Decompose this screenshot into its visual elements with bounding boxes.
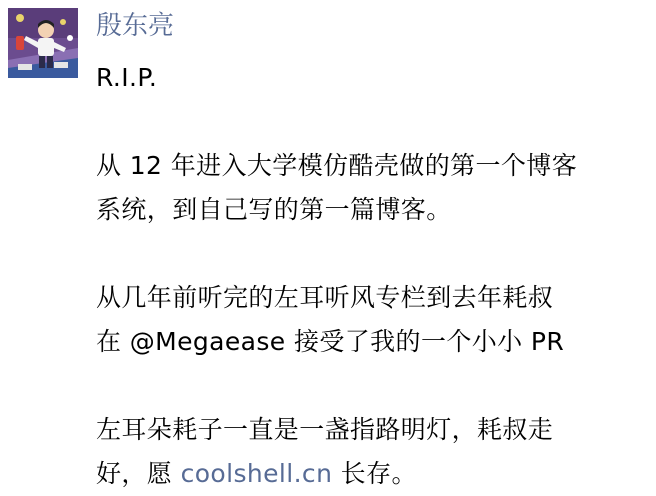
coolshell-link[interactable]: coolshell.cn	[180, 459, 333, 488]
post-line: 系统，到自己写的第一篇博客。	[96, 195, 452, 224]
post-line: 在 @Megaease 接受了我的一个小小 PR	[96, 327, 565, 356]
post-line-with-link	[96, 452, 648, 496]
post-text	[96, 56, 648, 496]
post-line: 左耳朵耗子一直是一盏指路明灯，耗叔走	[96, 415, 554, 444]
link-prefix-text: 好，愿	[96, 459, 181, 488]
paragraph-gap	[96, 232, 648, 276]
post-line: R.I.P.	[96, 63, 158, 92]
post-line: 从几年前听完的左耳听风专栏到去年耗叔	[96, 283, 554, 312]
avatar-illustration-icon	[8, 8, 78, 78]
paragraph-gap	[96, 364, 648, 408]
paragraph-gap	[96, 100, 648, 144]
avatar[interactable]	[8, 8, 78, 78]
post-line: 从 12 年进入大学模仿酷壳做的第一个博客	[96, 151, 578, 180]
author-name[interactable]: 殷东亮	[96, 11, 175, 41]
link-suffix-text: 长存。	[332, 459, 417, 488]
